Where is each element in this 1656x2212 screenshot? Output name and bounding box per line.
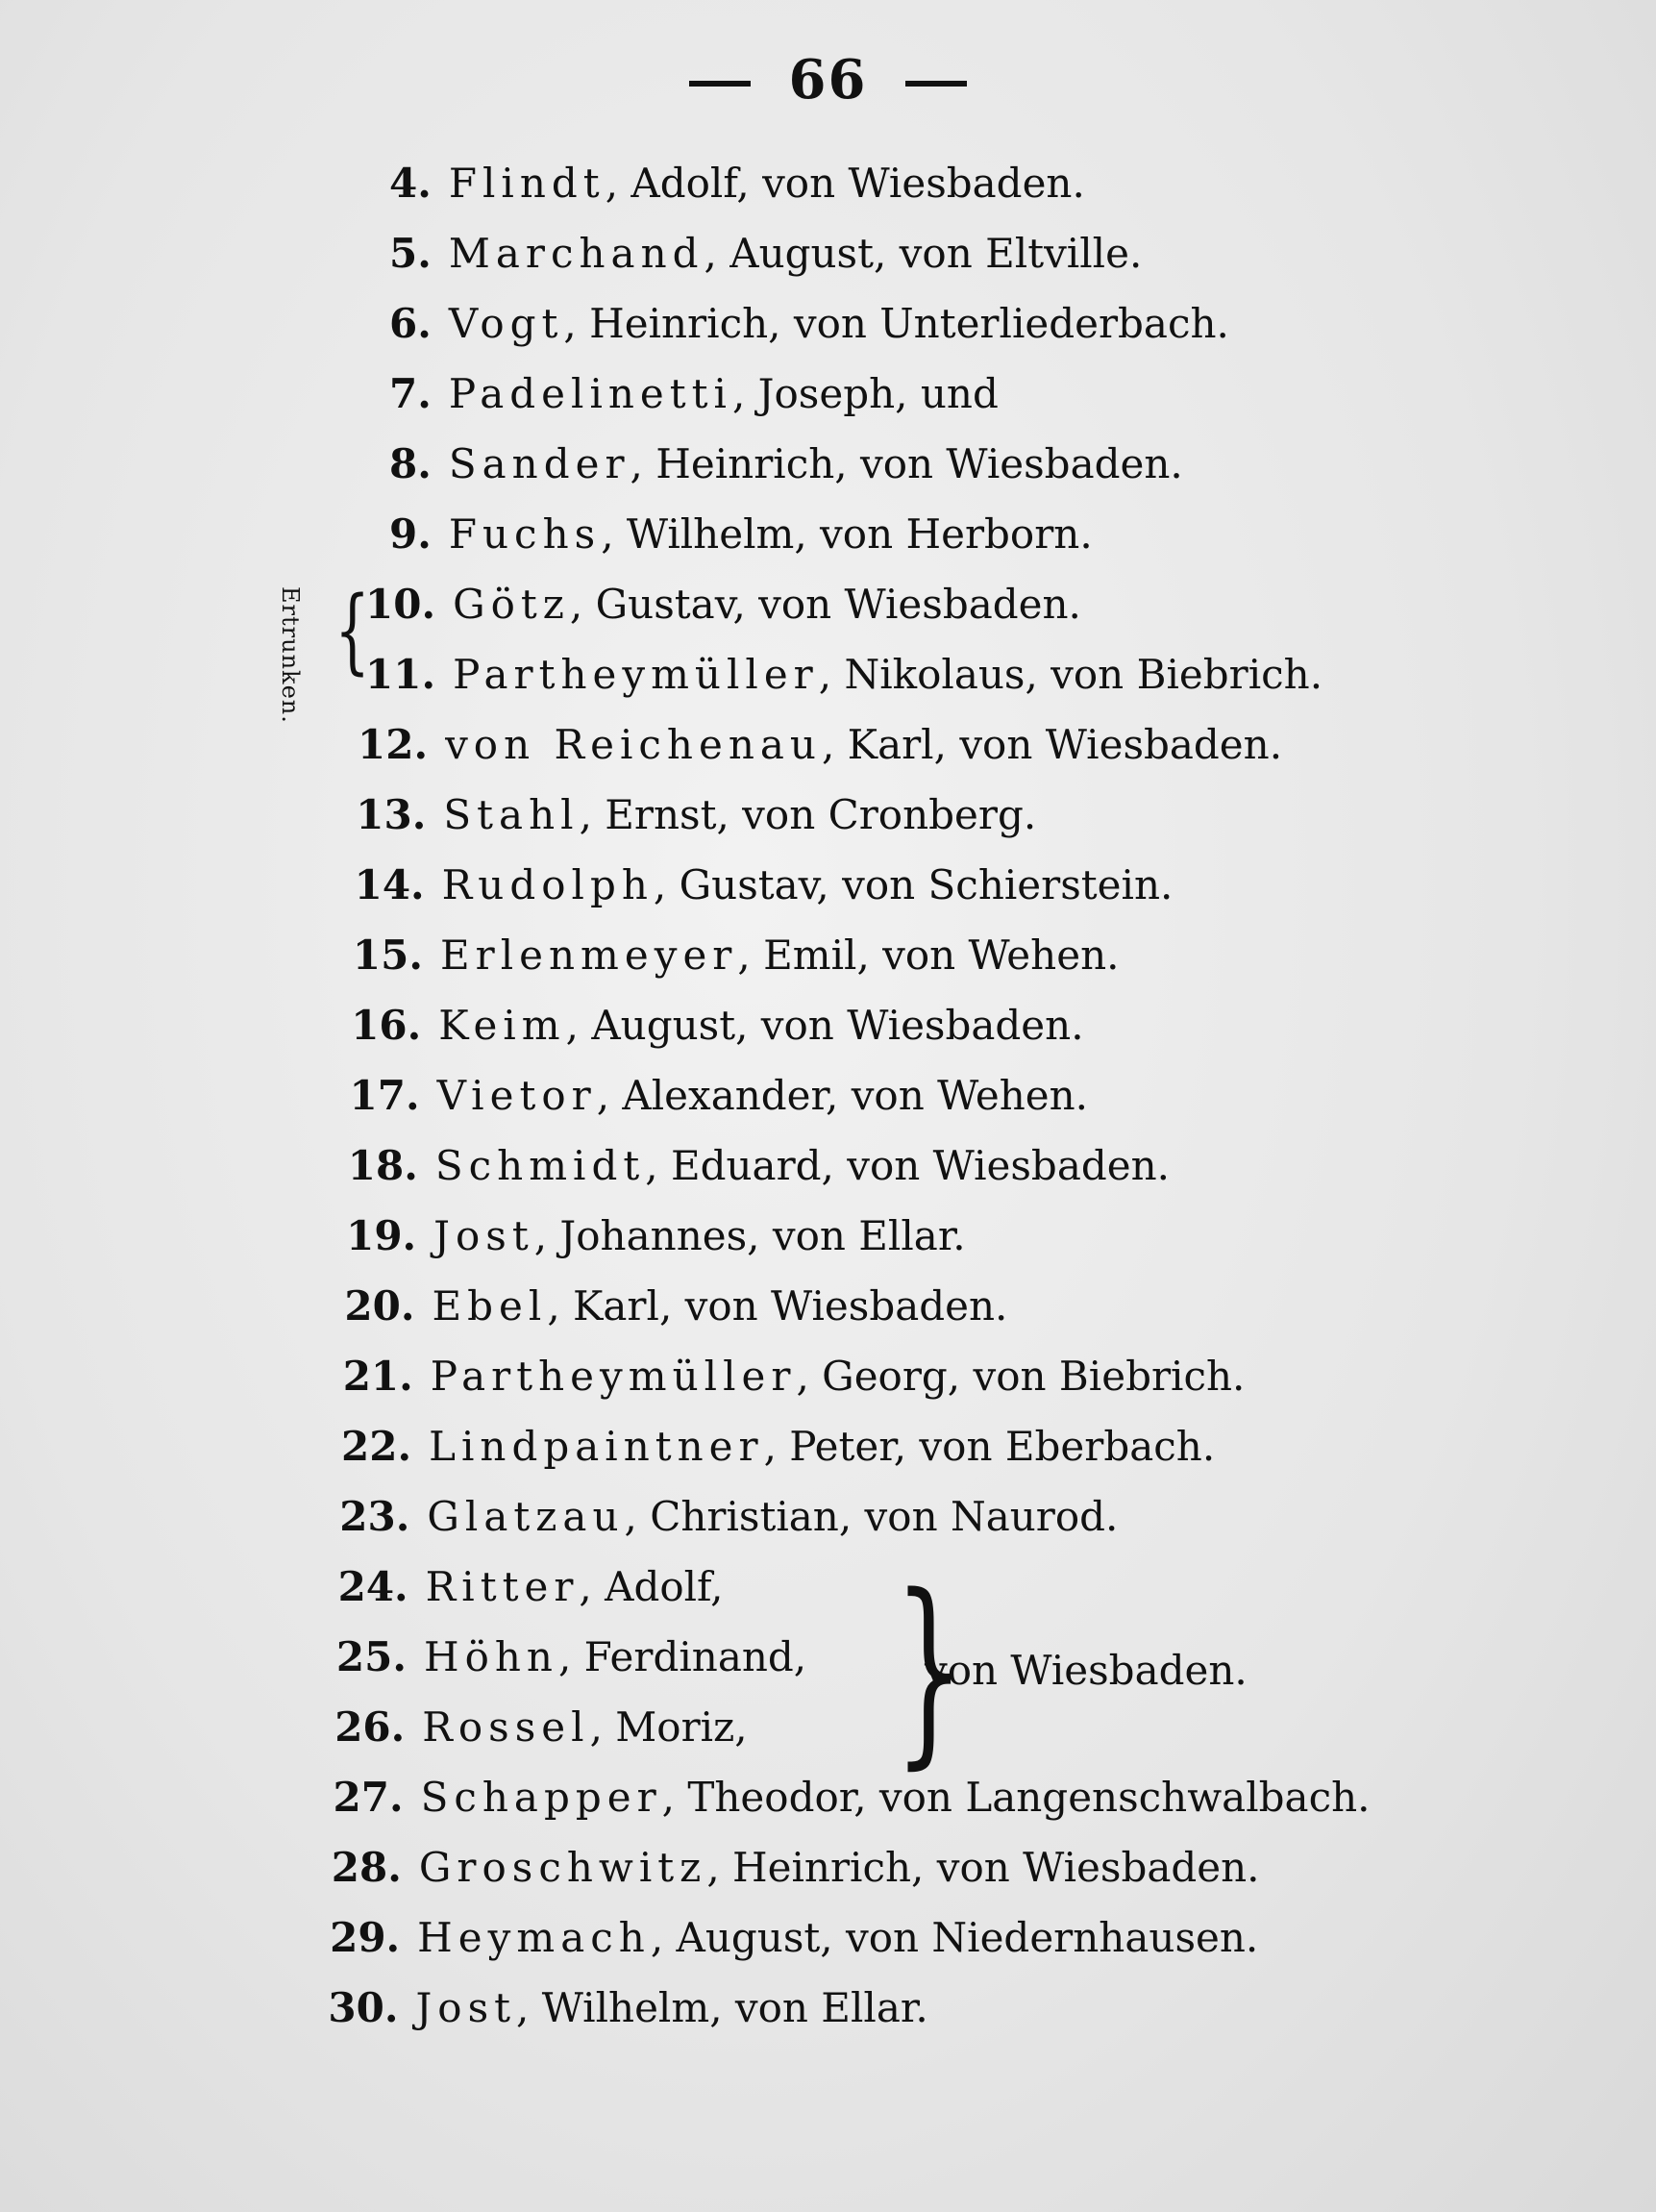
entry-surname: Vogt xyxy=(448,300,564,347)
entry-details: , Heinrich, von Wiesbaden. xyxy=(706,1844,1260,1891)
entry-details: , Wilhelm, von Ellar. xyxy=(516,1984,928,2031)
entry-surname: Padelinetti xyxy=(448,370,732,417)
entry-surname: Groschwitz xyxy=(418,1844,707,1891)
entry-details: , Theodor, von Langenschwalbach. xyxy=(661,1774,1371,1821)
entry-surname: Keim xyxy=(438,1002,566,1049)
entry-surname: Höhn xyxy=(423,1633,558,1680)
entry-number: 18. xyxy=(347,1142,418,1189)
entry-number: 13. xyxy=(356,791,427,838)
entry-details: , Peter, von Eberbach. xyxy=(763,1423,1216,1470)
entry-surname: Flindt xyxy=(448,160,606,207)
entry-surname: Jost xyxy=(433,1212,534,1259)
entry-number: 27. xyxy=(333,1774,404,1821)
entry-number: 12. xyxy=(358,721,429,768)
page-number: 66 xyxy=(788,48,868,112)
list-item xyxy=(334,1763,1371,1832)
list-item xyxy=(338,1553,724,1622)
entry-number: 10. xyxy=(365,581,436,628)
entry-details: , Joseph, und xyxy=(731,370,999,417)
entry-surname: Rudolph xyxy=(441,861,654,908)
right-bracket: } xyxy=(894,1552,965,1787)
entry-details: , Heinrich, von Unterliederbach. xyxy=(563,300,1229,347)
entry-number: 16. xyxy=(351,1002,422,1049)
list-item xyxy=(348,1131,1170,1201)
entry-number: 4. xyxy=(389,160,432,207)
entry-surname: Vietor xyxy=(436,1072,597,1119)
entry-number: 17. xyxy=(349,1072,420,1119)
entry-number: 30. xyxy=(328,1984,399,2031)
entry-surname: Parthеymüller xyxy=(453,651,819,698)
entry-details: , Christian, von Naurod. xyxy=(624,1493,1119,1540)
list-item xyxy=(356,781,1036,850)
entry-surname: Stahl xyxy=(443,791,580,838)
side-label-drowned: Ertrunken. xyxy=(277,586,304,724)
list-item xyxy=(365,570,1081,639)
entry-details: , Wilhelm, von Herborn. xyxy=(601,510,1093,558)
entry-number: 24. xyxy=(337,1563,408,1610)
entry-details: , Gustav, von Schierstein. xyxy=(653,861,1174,908)
list-item xyxy=(389,149,1085,218)
entry-surname: Jost xyxy=(415,1984,517,2031)
entry-number: 26. xyxy=(334,1703,406,1751)
entry-details: , August, von Eltville. xyxy=(704,230,1143,277)
entry-details: , Adolf, von Wiesbaden. xyxy=(605,160,1085,207)
list-item xyxy=(355,851,1174,920)
entry-details: , Adolf, xyxy=(579,1563,724,1610)
entry-number: 19. xyxy=(346,1212,417,1259)
list-item xyxy=(389,360,999,429)
entry-details: , Karl, von Wiesbaden. xyxy=(547,1282,1008,1330)
entry-surname: Rossel xyxy=(422,1703,590,1751)
entry-details: , Eduard, von Wiesbaden. xyxy=(645,1142,1171,1189)
entry-number: 7. xyxy=(389,370,432,417)
list-item xyxy=(389,430,1183,499)
entry-number: 25. xyxy=(335,1633,407,1680)
entry-surname: Partheymüller xyxy=(430,1353,797,1400)
entry-surname: Heymach xyxy=(417,1914,651,1961)
entry-details: , Karl, von Wiesbaden. xyxy=(821,721,1283,768)
list-item xyxy=(336,1623,806,1692)
list-item xyxy=(389,219,1142,288)
entry-details: , Nikolaus, von Biebrich. xyxy=(818,651,1323,698)
page-header xyxy=(0,48,1656,112)
entry-details: , August, von Niedernhausen. xyxy=(650,1914,1259,1961)
list-item xyxy=(365,640,1322,709)
entry-surname: Ritter xyxy=(425,1563,580,1610)
entry-details: , Moriz, xyxy=(589,1703,748,1751)
entry-number: 9. xyxy=(389,510,432,558)
entry-details: , Gustav, von Wiesbaden. xyxy=(569,581,1081,628)
list-item xyxy=(328,1974,927,2043)
entry-details: , Ernst, von Cronberg. xyxy=(579,791,1037,838)
entry-details: , Georg, von Biebrich. xyxy=(796,1353,1246,1400)
entry-surname: Glatzau xyxy=(427,1493,625,1540)
left-bracket: { xyxy=(334,577,370,684)
list-item xyxy=(353,921,1120,990)
group-origin-label: von Wiesbaden. xyxy=(925,1647,1248,1694)
entry-number: 22. xyxy=(341,1423,412,1470)
entry-surname: Götz xyxy=(453,581,570,628)
entry-details: , Emil, von Wehen. xyxy=(737,932,1120,979)
list-item xyxy=(346,1202,966,1271)
list-item xyxy=(389,289,1229,359)
entry-number: 20. xyxy=(344,1282,415,1330)
entry-details: , Alexander, von Wehen. xyxy=(596,1072,1089,1119)
entry-number: 11. xyxy=(365,651,436,698)
list-item xyxy=(332,1833,1260,1902)
list-item xyxy=(334,1693,747,1762)
list-item xyxy=(344,1272,1007,1341)
entry-number: 28. xyxy=(331,1844,402,1891)
list-item xyxy=(330,1903,1258,1973)
entry-details: , Johannes, von Ellar. xyxy=(533,1212,966,1259)
list-item xyxy=(389,500,1093,569)
entry-details: , Heinrich, von Wiesbaden. xyxy=(630,440,1183,487)
list-item xyxy=(358,710,1282,780)
entry-number: 15. xyxy=(352,932,423,979)
entry-surname: Schapper xyxy=(420,1774,662,1821)
entry-number: 8. xyxy=(389,440,432,487)
list-item xyxy=(339,1482,1118,1552)
entry-surname: Sander xyxy=(448,440,630,487)
entry-details: , August, von Wiesbaden. xyxy=(565,1002,1084,1049)
header-dash-left xyxy=(689,81,751,87)
entry-surname: Ebel xyxy=(432,1282,548,1330)
entry-surname: von Reichenau xyxy=(445,721,822,768)
entry-number: 29. xyxy=(330,1914,401,1961)
entry-surname: Fuchs xyxy=(448,510,602,558)
entry-number: 5. xyxy=(389,230,432,277)
list-item xyxy=(341,1412,1215,1481)
list-item xyxy=(343,1342,1246,1411)
list-item xyxy=(350,1061,1089,1131)
entry-number: 21. xyxy=(342,1353,413,1400)
entry-number: 6. xyxy=(389,300,432,347)
entry-number: 14. xyxy=(354,861,425,908)
list-item xyxy=(351,991,1083,1060)
entry-surname: Schmidt xyxy=(434,1142,646,1189)
entry-number: 23. xyxy=(339,1493,410,1540)
entry-surname: Erlenmeyer xyxy=(439,932,738,979)
header-dash-right xyxy=(905,81,967,87)
entry-surname: Lindpaintner xyxy=(429,1423,764,1470)
entry-surname: Marchand xyxy=(448,230,704,277)
entry-details: , Ferdinand, xyxy=(557,1633,807,1680)
